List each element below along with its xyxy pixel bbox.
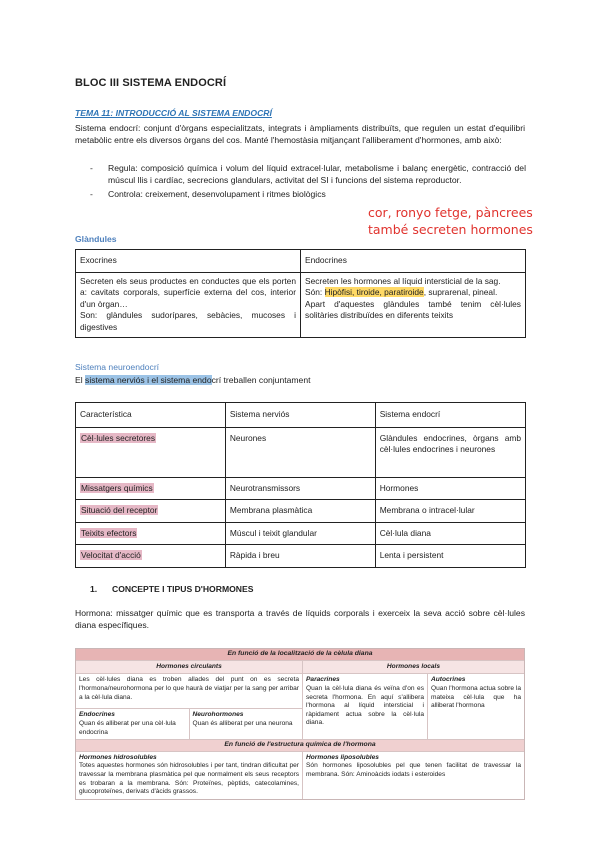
feature-label: Velocitat d'acció: [81, 550, 141, 561]
endocrine-cell: Membrana o intracel·lular: [375, 500, 525, 523]
locals-title: [303, 661, 524, 674]
feature-label: Situació del receptor: [81, 505, 158, 516]
header-nervous: Sistema nerviós: [225, 403, 375, 428]
glands-table: [75, 249, 526, 338]
liposolubles-title: Hormones liposolubles: [306, 753, 379, 761]
feature-label: Teixits efectors: [81, 527, 137, 538]
handnote-line-2: també secreten hormones: [368, 221, 533, 237]
feature-cell: [76, 477, 226, 500]
tema-title: TEMA 11: INTRODUCCIÓ AL SISTEMA ENDOCRÍ: [75, 108, 272, 118]
location-content-row: [76, 673, 524, 739]
table-row: [76, 545, 526, 568]
circulants-text: Les cèl·lules diana es troben allades del punt on es secreta l'hormona/neurohormona per lo que haurà de viatjar per la sang per arribar a la cèl·lula diana.: [79, 676, 299, 701]
autocrines-text: Quan l'hormona actua sobre la mateixa cèl·lula que ha alliberat l'hormona: [431, 684, 521, 710]
neurohormones-title: Neurohormones: [192, 711, 244, 719]
autocrines-cell: [428, 674, 524, 739]
hidrosolubles-text: Totes aquestes hormones són hidrosolubles i per tant, tindran dificultat per travessar la membrana plasmàtica pel que normalment els seus receptors es trobaran a la membrana. Són: Proteïnes, pèptids, catecolamines, glucoproteïnes, derivats d'àcids grassos.: [79, 762, 299, 796]
document-title: BLOC III SISTEMA ENDOCRÍ: [75, 77, 227, 89]
exocrine-description: Secreten els seus productes en conductes que els porten a: cavitats corporals, superfície externa del cos, interior d'un òrgan…: [80, 275, 296, 309]
neuro-sentence-pre: El: [75, 375, 86, 385]
endocrine-solitary-cells: Apart d'aquestes glàndules també tenim cèl·lules solitàries distribuïdes en diferents teixits: [305, 298, 521, 321]
endocrine-examples-rest: , suprarenal, pineal.: [423, 287, 498, 298]
endocrine-examples: [305, 287, 521, 299]
liposolubles-cell: [303, 752, 524, 799]
intro-paragraph: Sistema endocrí: conjunt d'òrgans especialitzats, integrats i àmpliaments distribuïts, que regulen un estat d'equilibri metabòlic entre els diversos òrgans del cos. Manté l'hemostàsia mitjançant l'alliberament d'hormones, amb això:: [75, 123, 525, 145]
table-row: [76, 477, 526, 500]
endocrine-cell: Hormones: [375, 477, 525, 500]
feature-cell: [76, 427, 226, 477]
section-number: 1.: [90, 584, 98, 594]
table-row: [76, 522, 526, 545]
table-row: [76, 272, 526, 337]
hormone-classification-box: [75, 648, 525, 800]
bullet-controla: [90, 189, 526, 201]
neuro-sentence-post: crí treballen conjuntament: [211, 375, 311, 385]
endocrine-description: Secreten les hormones al líquid intersticial de la sag.: [305, 275, 501, 286]
structure-row: [76, 751, 524, 799]
circulants-column: [76, 674, 303, 739]
neuro-heading: Sistema neuroendocrí: [75, 362, 160, 372]
endocrine-cell: Lenta i persistent: [375, 545, 525, 568]
neuro-sentence-highlight: sistema nerviós i el sistema endo: [85, 375, 212, 385]
function-bullets: [90, 163, 526, 203]
bullet-text: Regula: composició química i volum del líquid extracel·lular, metabolisme i balanç energètic, contracció del múscul llis i cardíac, secrecions glandulars, activitat del SI i funcions del sistema reproductor.: [108, 163, 526, 185]
liposolubles-text: Són hormones liposolubles pel que tenen facilitat de travessar la membrana. Són: Aminoàcids iodats i esteroides: [306, 762, 521, 779]
paracrines-text: Quan la cèl·lula diana és veïna d'on es secreta l'hormona. En aquí s'allibera l'hormona al líquid intersticial i ràpidament actua sobre la cèl·lula diana.: [306, 684, 424, 727]
hidrosolubles-title: Hormones hidrosolubles: [79, 753, 157, 761]
bullet-text: Controla: creixement, desenvolupament i ritmes biològics: [108, 188, 326, 199]
endocrines-text: Quan és alliberat per una cèl·lula endocrina: [79, 719, 176, 736]
location-titles-row: [76, 660, 524, 674]
circulants-title-text: Hormones circulants: [156, 662, 222, 670]
hormona-definition: Hormona: missatger químic que es transporta a través de líquids corporals i exerceix la seva acció sobre cèl·lules diana específiques.: [75, 608, 525, 630]
endocrine-cell: Cèl·lula diana: [375, 522, 525, 545]
table-row: [76, 427, 526, 477]
table-row: [76, 500, 526, 523]
bar-structure: En funció de l'estructura química de l'hormona: [76, 739, 524, 751]
bullet-regula: [90, 163, 526, 187]
hidrosolubles-cell: [76, 752, 303, 799]
feature-cell: [76, 500, 226, 523]
locals-title-text: Hormones locals: [386, 662, 441, 670]
nervous-cell: Múscul i teixit glandular: [225, 522, 375, 545]
header-exocrines: Exocrines: [76, 250, 301, 273]
endocrine-cell: Glàndules endocrines, òrgans amb cèl·lules endocrines i neurones: [375, 427, 525, 477]
autocrines-title: Autocrines: [431, 676, 466, 684]
header-characteristic: Característica: [76, 403, 226, 428]
neuro-comparison-table: [75, 402, 526, 568]
nervous-cell: Neurones: [225, 427, 375, 477]
feature-cell: [76, 522, 226, 545]
handnote-line-1: cor, ronyo fetge, pàncrees: [368, 205, 533, 220]
glands-heading: Glàndules: [75, 234, 117, 244]
section-title: CONCEPTE I TIPUS D'HORMONES: [112, 584, 254, 594]
exocrine-cell: [76, 272, 301, 337]
feature-cell: [76, 545, 226, 568]
circulants-title: [76, 661, 303, 674]
header-endocrine: Sistema endocrí: [375, 403, 525, 428]
neurohormones-text: Quan és alliberat per una neurona: [192, 719, 293, 727]
neurohormones-cell: [190, 709, 303, 739]
bullet-dash: -: [90, 188, 93, 199]
highlighted-glands: Hipòfisi, tiroide, paratiroide: [324, 287, 424, 298]
table-header-row: [76, 250, 526, 273]
bar-location: En funció de la localització de la cèlula diana: [76, 649, 524, 660]
circulants-subtypes: [76, 708, 302, 739]
nervous-cell: Membrana plasmàtica: [225, 500, 375, 523]
nervous-cell: Neurotransmissors: [225, 477, 375, 500]
header-endocrines: Endocrines: [301, 250, 526, 273]
endocrines-cell: [76, 709, 190, 739]
nervous-cell: Ràpida i breu: [225, 545, 375, 568]
handwritten-note: [368, 205, 548, 239]
exocrine-examples: Son: glàndules sudorípares, sebàcies, mucoses i digestives: [80, 310, 296, 332]
section-heading: [90, 584, 253, 596]
endocrine-son-label: Són:: [305, 287, 325, 298]
neuro-sentence: [75, 375, 311, 387]
feature-label: Cèl·lules secretores: [81, 432, 156, 443]
feature-label: Missatgers químics: [81, 482, 153, 493]
endocrine-cell: [301, 272, 526, 337]
endocrines-title: Endocrines: [79, 711, 115, 719]
bullet-dash: -: [90, 163, 93, 173]
paracrines-title: Paracrines: [306, 676, 340, 684]
paracrines-cell: [303, 674, 428, 739]
table-header-row: [76, 403, 526, 428]
